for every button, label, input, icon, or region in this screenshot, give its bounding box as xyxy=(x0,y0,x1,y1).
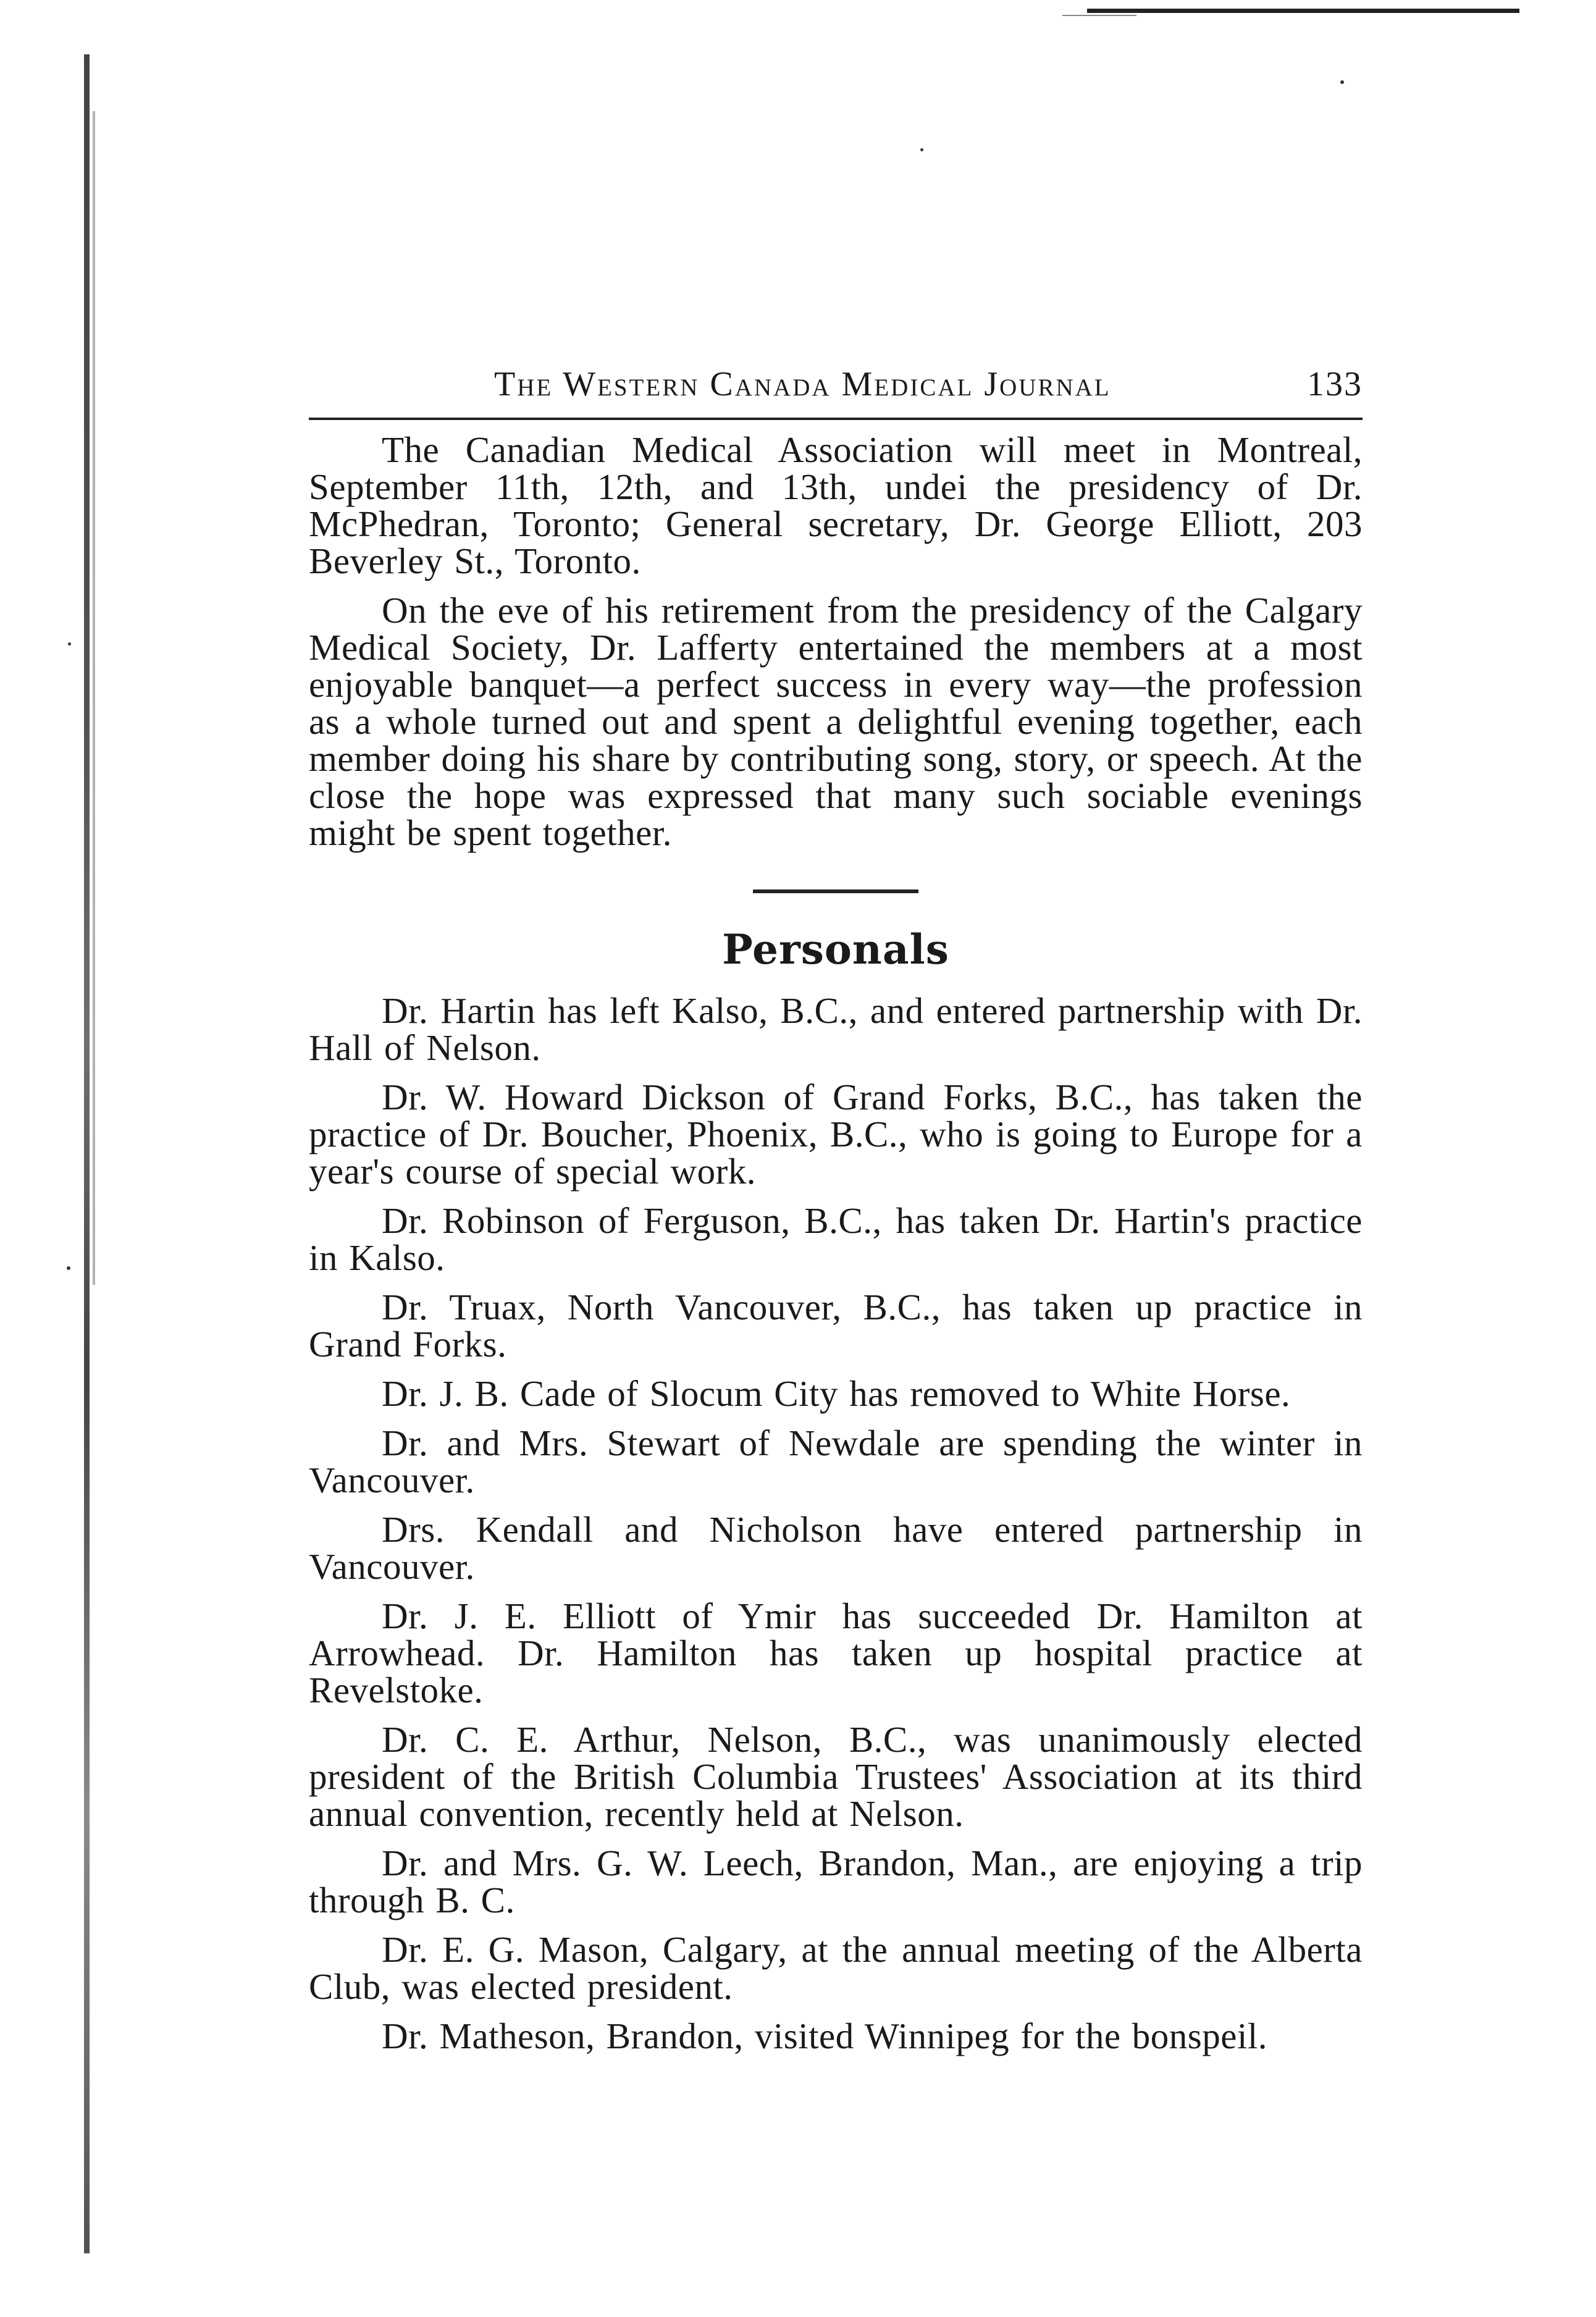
personal-item: Dr. C. E. Arthur, Nelson, B.C., was unanimously elected president of the British Columbia Trustees' Association at its third annual convention, recently held at Nelson. xyxy=(309,1719,1363,1834)
personal-item: Dr. Truax, North Vancouver, B.C., has taken up practice in Grand Forks. xyxy=(309,1287,1363,1365)
personal-item: Dr. and Mrs. G. W. Leech, Brandon, Man., are enjoying a trip through B. C. xyxy=(309,1843,1363,1920)
scan-artifact-top-line xyxy=(1062,15,1136,16)
page-number: 133 xyxy=(1307,365,1363,403)
personal-item: Dr. J. E. Elliott of Ymir has succeeded Dr. Hamilton at Arrowhead. Dr. Hamilton has taken up hospital practice at Revelstoke. xyxy=(309,1596,1363,1710)
header-rule xyxy=(309,418,1363,420)
scan-speck xyxy=(920,148,923,151)
scan-artifact-top-line xyxy=(1087,9,1519,13)
personal-item: Dr. J. B. Cade of Slocum City has removed to White Horse. xyxy=(382,1373,1291,1414)
personal-item: Dr. Hartin has left Kalso, B.C., and entered partnership with Dr. Hall of Nelson. xyxy=(309,990,1363,1068)
scan-speck xyxy=(67,1266,70,1270)
personal-item: Dr. Matheson, Brandon, visited Winnipeg for the bonspeil. xyxy=(382,2016,1267,2056)
section-heading-personals: Personals xyxy=(722,925,949,973)
scan-speck xyxy=(1340,80,1344,84)
section-divider xyxy=(753,889,918,893)
journal-page xyxy=(309,364,1363,2067)
running-head xyxy=(309,364,1363,418)
personal-item: Dr. Robinson of Ferguson, B.C., has taken Dr. Hartin's practice in Kalso. xyxy=(309,1200,1363,1278)
scan-artifact-left-edge xyxy=(84,54,90,2253)
paragraph-calgary-banquet: On the eve of his retirement from the presidency of the Calgary Medical Society, Dr. Lafferty entertained the members at a most enjoyable banquet—a perfect success in every way—the profession as a whole turned out and spent a delightful evening together, each member doing his share by contributing song, story, or speech. At the close the hope was expressed that many such sociable evenings might be spent together. xyxy=(309,590,1363,853)
scan-speck xyxy=(68,642,71,645)
scan-artifact-left-edge xyxy=(93,111,95,1285)
personal-item: Dr. W. Howard Dickson of Grand Forks, B.C., has taken the practice of Dr. Boucher, Phoenix, B.C., who is going to Europe for a year's course of special work. xyxy=(309,1077,1363,1192)
personal-item: Dr. and Mrs. Stewart of Newdale are spending the winter in Vancouver. xyxy=(309,1423,1363,1500)
personal-item: Dr. E. G. Mason, Calgary, at the annual meeting of the Alberta Club, was elected president. xyxy=(309,1929,1363,2007)
personal-item: Drs. Kendall and Nicholson have entered partnership in Vancouver. xyxy=(309,1509,1363,1587)
journal-title: The Western Canada Medical Journal xyxy=(494,365,1111,403)
paragraph-cma-meeting: The Canadian Medical Association will meet in Montreal, September 11th, 12th, and 13th, undei the presidency of Dr. McPhedran, Toronto; General secretary, Dr. George Elliott, 203 Beverley St., Toronto. xyxy=(309,429,1363,581)
